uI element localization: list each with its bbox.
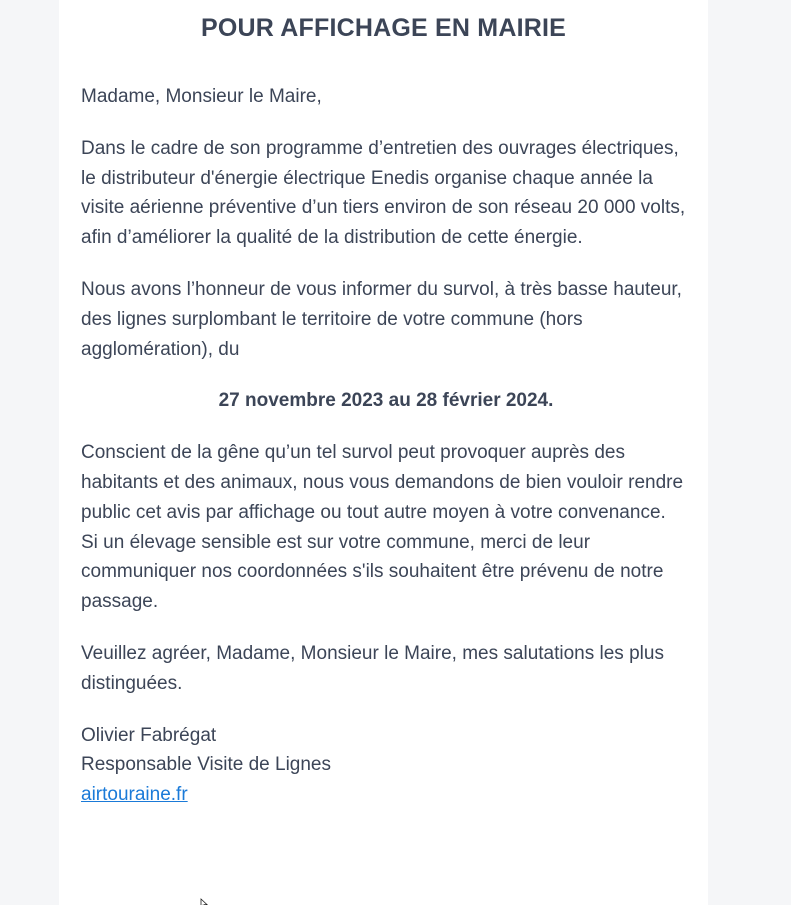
letter-card bbox=[59, 0, 708, 905]
salutation: Madame, Monsieur le Maire, bbox=[81, 86, 322, 107]
paragraph-request-text: Conscient de la gêne qu’un tel survol peut provoquer auprès des habitants et des animaux, nous vous demandons de bien vouloir rendre public cet avis par affichage ou tout autre moyen à votre convenance. bbox=[81, 442, 684, 523]
signature-role: Responsable Visite de Lignes bbox=[81, 754, 331, 776]
date-range: 27 novembre 2023 au 28 février 2024. bbox=[218, 390, 554, 412]
paragraph-request bbox=[81, 438, 691, 617]
letter-body bbox=[81, 82, 691, 810]
mouse-cursor-icon bbox=[201, 899, 211, 905]
website-link[interactable]: airtouraine.fr bbox=[81, 784, 188, 806]
signature-name: Olivier Fabrégat bbox=[81, 724, 217, 746]
closing-formula: Veuillez agréer, Madame, Monsieur le Maire, mes salutations les plus distinguées. bbox=[81, 642, 664, 694]
signature-block bbox=[81, 721, 691, 810]
paragraph-program: Dans le cadre de son programme d’entretien des ouvrages électriques, le distributeur d'énergie électrique Enedis organise chaque année la visite aérienne préventive d’un tiers environ de son réseau 20 000 volts, afin d’améliorer la qualité de la distribution de cette énergie. bbox=[81, 137, 686, 249]
paragraph-survol: Nous avons l’honneur de vous informer du survol, à très basse hauteur, des lignes surplombant le territoire de votre commune (hors agglomération), du bbox=[81, 278, 682, 360]
page-title: POUR AFFICHAGE EN MAIRIE bbox=[201, 14, 566, 42]
paragraph-livestock-text: Si un élevage sensible est sur votre commune, merci de leur communiquer nos coordonnées s'ils souhaitent être prévenu de notre passage. bbox=[81, 531, 664, 613]
